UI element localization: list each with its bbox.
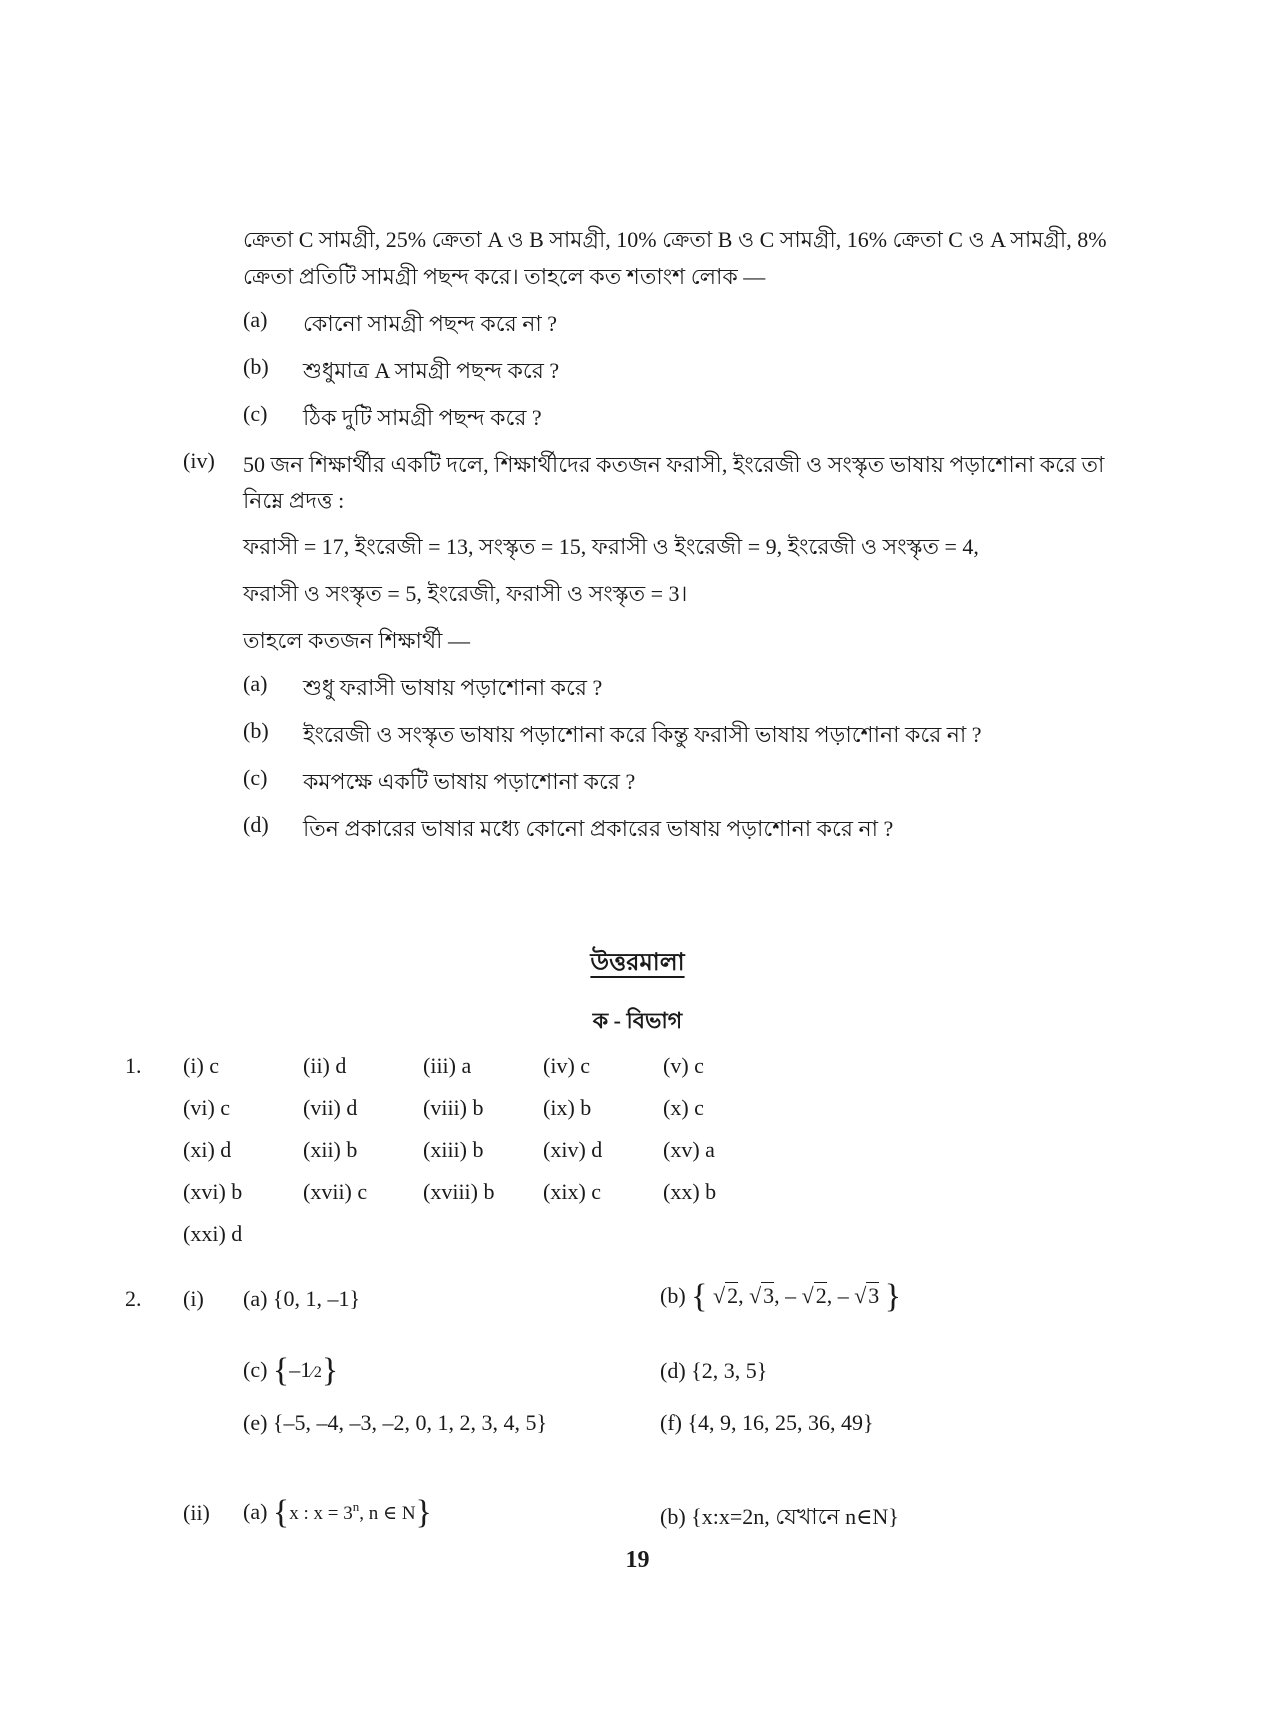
q2-i-c: [243, 1352, 338, 1390]
q4-part-a-text: শুধু ফরাসী ভাষায় পড়াশোনা করে ?: [303, 675, 603, 700]
q2-number: 2.: [125, 1286, 142, 1311]
answers-title-wrap: [0, 944, 1275, 984]
answer-cell: (xii) b: [303, 1137, 358, 1162]
q2-i-f: (f) {4, 9, 16, 25, 36, 49}: [660, 1410, 874, 1435]
answer-cell: (i) c: [183, 1053, 220, 1078]
q2-i-b-label: (b): [660, 1283, 686, 1308]
answer-cell: (ii) d: [303, 1053, 347, 1078]
q3-part-b-label: (b): [243, 354, 269, 379]
q4-label: (iv): [183, 448, 215, 473]
sqrt-2: √2: [712, 1283, 739, 1308]
q3-part-a-text: কোনো সামগ্রী পছন্দ করে না ?: [303, 311, 557, 336]
answer-cell: (xi) d: [183, 1137, 232, 1162]
q2-i-c-label: (c): [243, 1357, 268, 1382]
left-brace: {: [691, 1278, 708, 1315]
left-brace: {: [272, 1352, 290, 1389]
intro-line-2: ক্রেতা প্রতিটি সামগ্রী পছন্দ করে। তাহলে কত শতাংশ লোক —: [243, 264, 766, 289]
q4-data-2: ফরাসী ও সংস্কৃত = 5, ইংরেজী, ফরাসী ও সংস্কৃত = 3।: [243, 581, 688, 606]
q3-part-b-text: শুধুমাত্র A সামগ্রী পছন্দ করে ?: [303, 358, 560, 383]
answer-cell: (xiv) d: [543, 1137, 603, 1162]
q1-number: 1.: [125, 1053, 142, 1078]
q4-part-d-text: তিন প্রকারের ভাষার মধ্যে কোনো প্রকারের ভাষায় পড়াশোনা করে না ?: [303, 816, 894, 841]
q3-part-c-text: ঠিক দুটি সামগ্রী পছন্দ করে ?: [303, 405, 542, 430]
set-builder-3n: x : $x = 3^n$, n ∈ N: [289, 1499, 416, 1524]
answer-cell: (xxi) d: [183, 1221, 243, 1246]
page-number: 19: [625, 1547, 650, 1573]
answer-cell: (xix) c: [543, 1179, 602, 1204]
left-brace: {: [272, 1494, 290, 1531]
q4-part-a-label: (a): [243, 671, 268, 696]
answer-cell: (xv) a: [663, 1137, 715, 1162]
q2-ii-label: (ii): [183, 1500, 210, 1525]
q4-line-2: নিম্নে প্রদত্ত :: [243, 488, 345, 513]
q4-part-c-label: (c): [243, 765, 268, 790]
q4-data-1: ফরাসী = 17, ইংরেজী = 13, সংস্কৃত = 15, ফরাসী ও ইংরেজী = 9, ইংরেজী ও সংস্কৃত = 4,: [243, 534, 979, 559]
q4-prompt: তাহলে কতজন শিক্ষার্থী —: [243, 628, 470, 653]
q3-part-a-label: (a): [243, 307, 268, 332]
q2-i-b: (b) { √2, √3, – √2, – √3 }: [660, 1278, 902, 1315]
q4-part-b-label: (b): [243, 718, 269, 743]
right-brace: }: [415, 1494, 432, 1531]
answer-cell: (iii) a: [423, 1053, 472, 1078]
answer-cell: (x) c: [663, 1095, 704, 1120]
q4-part-d-label: (d): [243, 812, 269, 837]
answer-cell: (iv) c: [543, 1053, 591, 1078]
q2-ii-a: [243, 1494, 432, 1532]
q2-ii-b: (b) {x:x=2n, যেখানে n∈N}: [660, 1504, 899, 1529]
fraction-minus-half: –1⁄2: [289, 1357, 322, 1382]
answer-cell: (vi) c: [183, 1095, 231, 1120]
right-brace: }: [884, 1278, 902, 1315]
answer-cell: (ix) b: [543, 1095, 592, 1120]
answers-section: ক - বিভাগ: [592, 1008, 683, 1033]
q2-i-d: (d) {2, 3, 5}: [660, 1358, 768, 1383]
neg-sqrt-2: – √2: [785, 1283, 827, 1308]
answer-cell: (xvii) c: [303, 1179, 368, 1204]
q3-part-c-label: (c): [243, 401, 268, 426]
answer-cell: (vii) d: [303, 1095, 358, 1120]
q4-part-b-text: ইংরেজী ও সংস্কৃত ভাষায় পড়াশোনা করে কিন্তু ফরাসী ভাষায় পড়াশোনা করে না ?: [303, 722, 982, 747]
q2-i-e: (e) {–5, –4, –3, –2, 0, 1, 2, 3, 4, 5}: [243, 1410, 548, 1435]
right-brace: }: [321, 1352, 339, 1389]
sqrt-3: √3: [749, 1283, 775, 1308]
answer-cell: (v) c: [663, 1053, 704, 1078]
answer-cell: (viii) b: [423, 1095, 484, 1120]
q2-i-a: (a) {0, 1, –1}: [243, 1286, 361, 1311]
answer-cell: (xiii) b: [423, 1137, 484, 1162]
q4-line-1: 50 জন শিক্ষার্থীর একটি দলে, শিক্ষার্থীদের কতজন ফরাসী, ইংরেজী ও সংস্কৃত ভাষায় পড়াশোনা করে তা: [243, 452, 1105, 477]
answer-cell: (xviii) b: [423, 1179, 495, 1204]
intro-line-1: ক্রেতা C সামগ্রী, 25% ক্রেতা A ও B সামগ্রী, 10% ক্রেতা B ও C সামগ্রী, 16% ক্রেতা C ও A সামগ্রী, 8%: [243, 227, 1107, 252]
neg-sqrt-3: – √3: [837, 1283, 880, 1308]
answers-title: উত্তরমালা: [590, 950, 685, 976]
q4-part-c-text: কমপক্ষে একটি ভাষায় পড়াশোনা করে ?: [303, 769, 636, 794]
q2-ii-a-label: (a): [243, 1499, 268, 1524]
answer-cell: (xx) b: [663, 1179, 717, 1204]
q2-i-label: (i): [183, 1286, 204, 1311]
answer-cell: (xvi) b: [183, 1179, 243, 1204]
